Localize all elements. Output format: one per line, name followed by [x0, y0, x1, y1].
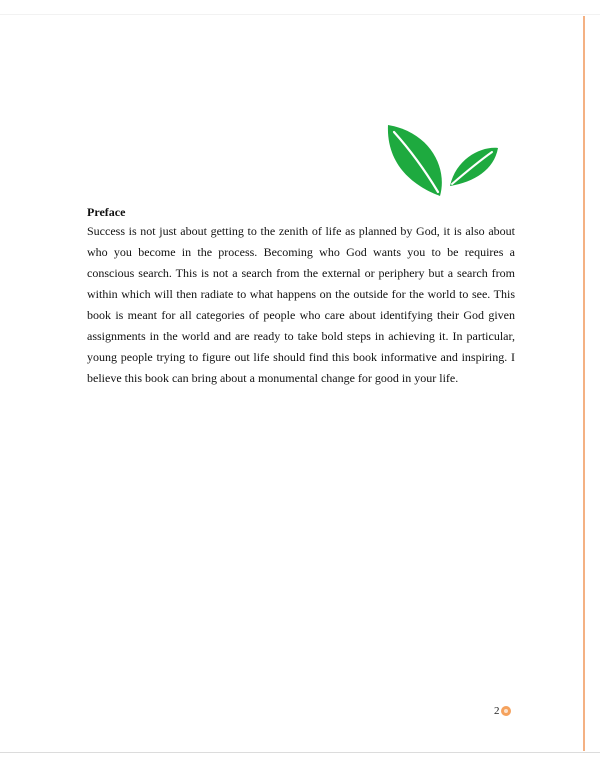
preface-body-text: Success is not just about getting to the zenith of life as planned by God, it is also about who you become in the process. Becoming who God wants you to be requires a conscious search. This is not a search from the external or periphery but a search from within which will then radiate to what happens on the outside for the world to see. This book is meant for all categories of people who care about identifying their God given assignments in the world and are ready to take bold steps in achieving it. In particular, young people trying to figure out life should find this book informative and inspiring. I believe this book can bring about a monumental change for good in your life. — [87, 224, 515, 385]
page-number-dot-icon — [501, 706, 511, 716]
page-top-edge — [0, 0, 600, 15]
page-number-text: 2 — [494, 705, 500, 717]
green-leaves-icon — [382, 120, 502, 198]
page-bottom-edge — [0, 752, 600, 753]
right-margin-rule — [583, 16, 585, 751]
page-number — [494, 704, 511, 718]
preface-heading: Preface — [87, 205, 126, 219]
